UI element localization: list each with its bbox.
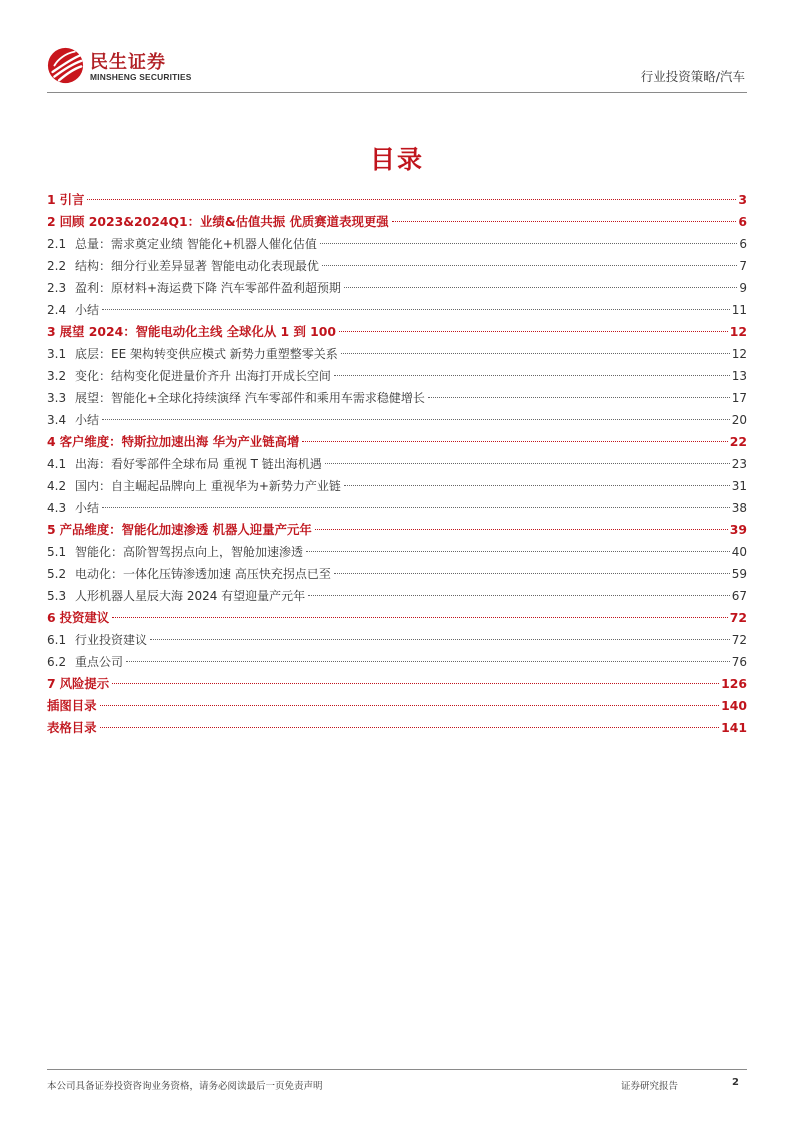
- toc-entry-title: 底层：EE 架构转变供应模式 新势力重塑整零关系: [75, 347, 338, 361]
- toc-entry-number: 6.1: [47, 633, 67, 647]
- page-footer: [47, 1069, 747, 1100]
- report-category: 行业投资策略/汽车: [640, 69, 745, 84]
- toc-dot-leader: [341, 353, 730, 354]
- toc-dot-leader: [100, 705, 720, 706]
- toc-subsection-entry[interactable]: [47, 299, 747, 321]
- toc-entry-page: 13: [731, 369, 747, 383]
- toc-subsection-entry[interactable]: [47, 651, 747, 673]
- page-title: 目录: [369, 145, 424, 174]
- toc-subsection-entry[interactable]: [47, 343, 747, 365]
- toc-dot-leader: [126, 661, 730, 662]
- toc-dot-leader: [102, 507, 730, 508]
- toc-subsection-entry[interactable]: [47, 563, 747, 585]
- toc-entry-title: 引言: [59, 192, 85, 207]
- toc-entry-title: 智能化：高阶智驾拐点向上，智舱加速渗透: [75, 545, 304, 559]
- toc-section-entry[interactable]: [47, 717, 747, 739]
- toc-entry-page: 23: [731, 457, 747, 471]
- toc-entry-title: 结构：细分行业差异显著 智能电动化表现最优: [75, 259, 319, 273]
- toc-entry-page: 17: [731, 391, 747, 405]
- toc-entry-number: 2.2: [47, 259, 67, 273]
- page-number: 2: [732, 1077, 739, 1088]
- toc-entry-page: 12: [729, 324, 747, 339]
- toc-dot-leader: [339, 331, 728, 332]
- toc-entry-number: 3: [47, 324, 56, 339]
- toc-entry-page: 11: [731, 303, 747, 317]
- toc-entry-page: 6: [738, 214, 747, 229]
- toc-dot-leader: [320, 243, 737, 244]
- toc-entry-number: 5.1: [47, 545, 67, 559]
- toc-subsection-entry[interactable]: [47, 541, 747, 563]
- toc-entry-title: 表格目录: [47, 720, 97, 735]
- toc-section-entry[interactable]: [47, 321, 747, 343]
- minsheng-logo-icon: [47, 47, 84, 84]
- toc-dot-leader: [334, 375, 730, 376]
- toc-entry-number: 6.2: [47, 655, 67, 669]
- toc-subsection-entry[interactable]: [47, 453, 747, 475]
- toc-entry-page: 141: [721, 720, 747, 735]
- toc-entry-page: 7: [739, 259, 747, 273]
- toc-section-entry[interactable]: [47, 673, 747, 695]
- toc-entry-number: 4.3: [47, 501, 67, 515]
- toc-entry-title: 盈利：原材料+海运费下降 汽车零部件盈利超预期: [75, 281, 341, 295]
- toc-entry-number: 5.3: [47, 589, 67, 603]
- toc-entry-number: 3.4: [47, 413, 67, 427]
- toc-entry-title: 电动化：一体化压铸渗透加速 高压快充拐点已至: [75, 567, 331, 581]
- toc-entry-page: 72: [729, 610, 747, 625]
- toc-dot-leader: [392, 221, 737, 222]
- toc-entry-title: 总量：需求奠定业绩 智能化+机器人催化估值: [75, 237, 317, 251]
- toc-dot-leader: [322, 265, 738, 266]
- toc-entry-page: 72: [731, 633, 747, 647]
- toc-subsection-entry[interactable]: [47, 585, 747, 607]
- toc-entry-number: 3.3: [47, 391, 67, 405]
- toc-entry-title: 产品维度：智能化加速渗透 机器人迎量产元年: [59, 522, 312, 537]
- toc-entry-number: 5.2: [47, 567, 67, 581]
- toc-entry-title: 小结: [75, 303, 100, 317]
- logo-chinese-name: 民生证券: [90, 52, 166, 73]
- toc-entry-number: 4.2: [47, 479, 67, 493]
- toc-entry-title: 插图目录: [47, 698, 97, 713]
- toc-entry-title: 展望：智能化+全球化持续演绎 汽车零部件和乘用车需求稳健增长: [75, 391, 425, 405]
- toc-entry-title: 重点公司: [75, 655, 124, 669]
- footer-doc-type: 证券研究报告: [621, 1081, 679, 1092]
- toc-entry-title: 行业投资建议: [75, 633, 148, 647]
- toc-dot-leader: [302, 441, 727, 442]
- toc-entry-number: 7: [47, 676, 56, 691]
- toc-entry-page: 38: [731, 501, 747, 515]
- toc-dot-leader: [306, 551, 730, 552]
- toc-dot-leader: [325, 463, 730, 464]
- toc-subsection-entry[interactable]: [47, 365, 747, 387]
- toc-entry-title: 小结: [75, 501, 100, 515]
- toc-entry-title: 投资建议: [59, 610, 110, 625]
- toc-subsection-entry[interactable]: [47, 255, 747, 277]
- toc-entry-page: 140: [721, 698, 747, 713]
- toc-section-entry[interactable]: [47, 189, 747, 211]
- toc-dot-leader: [150, 639, 730, 640]
- toc-entry-page: 20: [731, 413, 747, 427]
- toc-entry-page: 67: [731, 589, 747, 603]
- toc-entry-number: 1: [47, 192, 56, 207]
- toc-entry-page: 59: [731, 567, 747, 581]
- toc-entry-number: 5: [47, 522, 56, 537]
- toc-entry-title: 风险提示: [59, 676, 110, 691]
- toc-entry-number: 2.3: [47, 281, 67, 295]
- toc-entry-number: 2.4: [47, 303, 67, 317]
- toc-entry-title: 展望 2024：智能电动化主线 全球化从 1 到 100: [59, 324, 337, 339]
- footer-disclaimer: 本公司具备证券投资咨询业务资格，请务必阅读最后一页免责声明: [47, 1081, 323, 1092]
- toc-subsection-entry[interactable]: [47, 387, 747, 409]
- toc-entry-number: 4: [47, 434, 56, 449]
- toc-dot-leader: [308, 595, 730, 596]
- toc-dot-leader: [428, 397, 730, 398]
- brand-logo: [47, 44, 217, 88]
- toc-dot-leader: [112, 683, 719, 684]
- toc-subsection-entry[interactable]: [47, 277, 747, 299]
- toc-entry-title: 变化：结构变化促进量价齐升 出海打开成长空间: [75, 369, 331, 383]
- toc-dot-leader: [102, 309, 730, 310]
- page-header: [47, 44, 747, 93]
- toc-entry-page: 6: [739, 237, 747, 251]
- toc-dot-leader: [344, 287, 737, 288]
- toc-entry-page: 22: [729, 434, 747, 449]
- toc-section-entry[interactable]: [47, 695, 747, 717]
- toc-entry-page: 39: [729, 522, 747, 537]
- toc-subsection-entry[interactable]: [47, 233, 747, 255]
- toc-entry-page: 76: [731, 655, 747, 669]
- logo-english-name: MINSHENG SECURITIES: [90, 72, 192, 82]
- toc-subsection-entry[interactable]: [47, 629, 747, 651]
- toc-entry-page: 9: [739, 281, 747, 295]
- table-of-contents: [47, 189, 747, 739]
- toc-entry-title: 小结: [75, 413, 100, 427]
- toc-subsection-entry[interactable]: [47, 475, 747, 497]
- toc-entry-number: 3.2: [47, 369, 67, 383]
- toc-entry-page: 126: [721, 676, 747, 691]
- toc-entry-page: 40: [731, 545, 747, 559]
- toc-entry-number: 2: [47, 214, 56, 229]
- toc-dot-leader: [87, 199, 736, 200]
- toc-entry-title: 客户维度：特斯拉加速出海 华为产业链高增: [59, 434, 300, 449]
- toc-entry-number: 4.1: [47, 457, 67, 471]
- toc-section-entry[interactable]: [47, 607, 747, 629]
- toc-dot-leader: [315, 529, 728, 530]
- toc-section-entry[interactable]: [47, 431, 747, 453]
- toc-entry-title: 回顾 2023&2024Q1：业绩&估值共振 优质赛道表现更强: [59, 214, 389, 229]
- toc-section-entry[interactable]: [47, 211, 747, 233]
- toc-dot-leader: [102, 419, 730, 420]
- toc-entry-title: 出海：看好零部件全球布局 重视 T 链出海机遇: [75, 457, 322, 471]
- toc-entry-title: 人形机器人星辰大海 2024 有望迎量产元年: [75, 589, 306, 603]
- toc-section-entry[interactable]: [47, 519, 747, 541]
- toc-entry-page: 3: [738, 192, 747, 207]
- toc-entry-number: 2.1: [47, 237, 67, 251]
- toc-entry-page: 12: [731, 347, 747, 361]
- toc-dot-leader: [344, 485, 730, 486]
- toc-entry-number: 6: [47, 610, 56, 625]
- toc-dot-leader: [112, 617, 728, 618]
- toc-subsection-entry[interactable]: [47, 409, 747, 431]
- toc-dot-leader: [334, 573, 730, 574]
- toc-dot-leader: [100, 727, 720, 728]
- toc-entry-page: 31: [731, 479, 747, 493]
- toc-entry-title: 国内：自主崛起品牌向上 重视华为+新势力产业链: [75, 479, 341, 493]
- toc-entry-number: 3.1: [47, 347, 67, 361]
- toc-subsection-entry[interactable]: [47, 497, 747, 519]
